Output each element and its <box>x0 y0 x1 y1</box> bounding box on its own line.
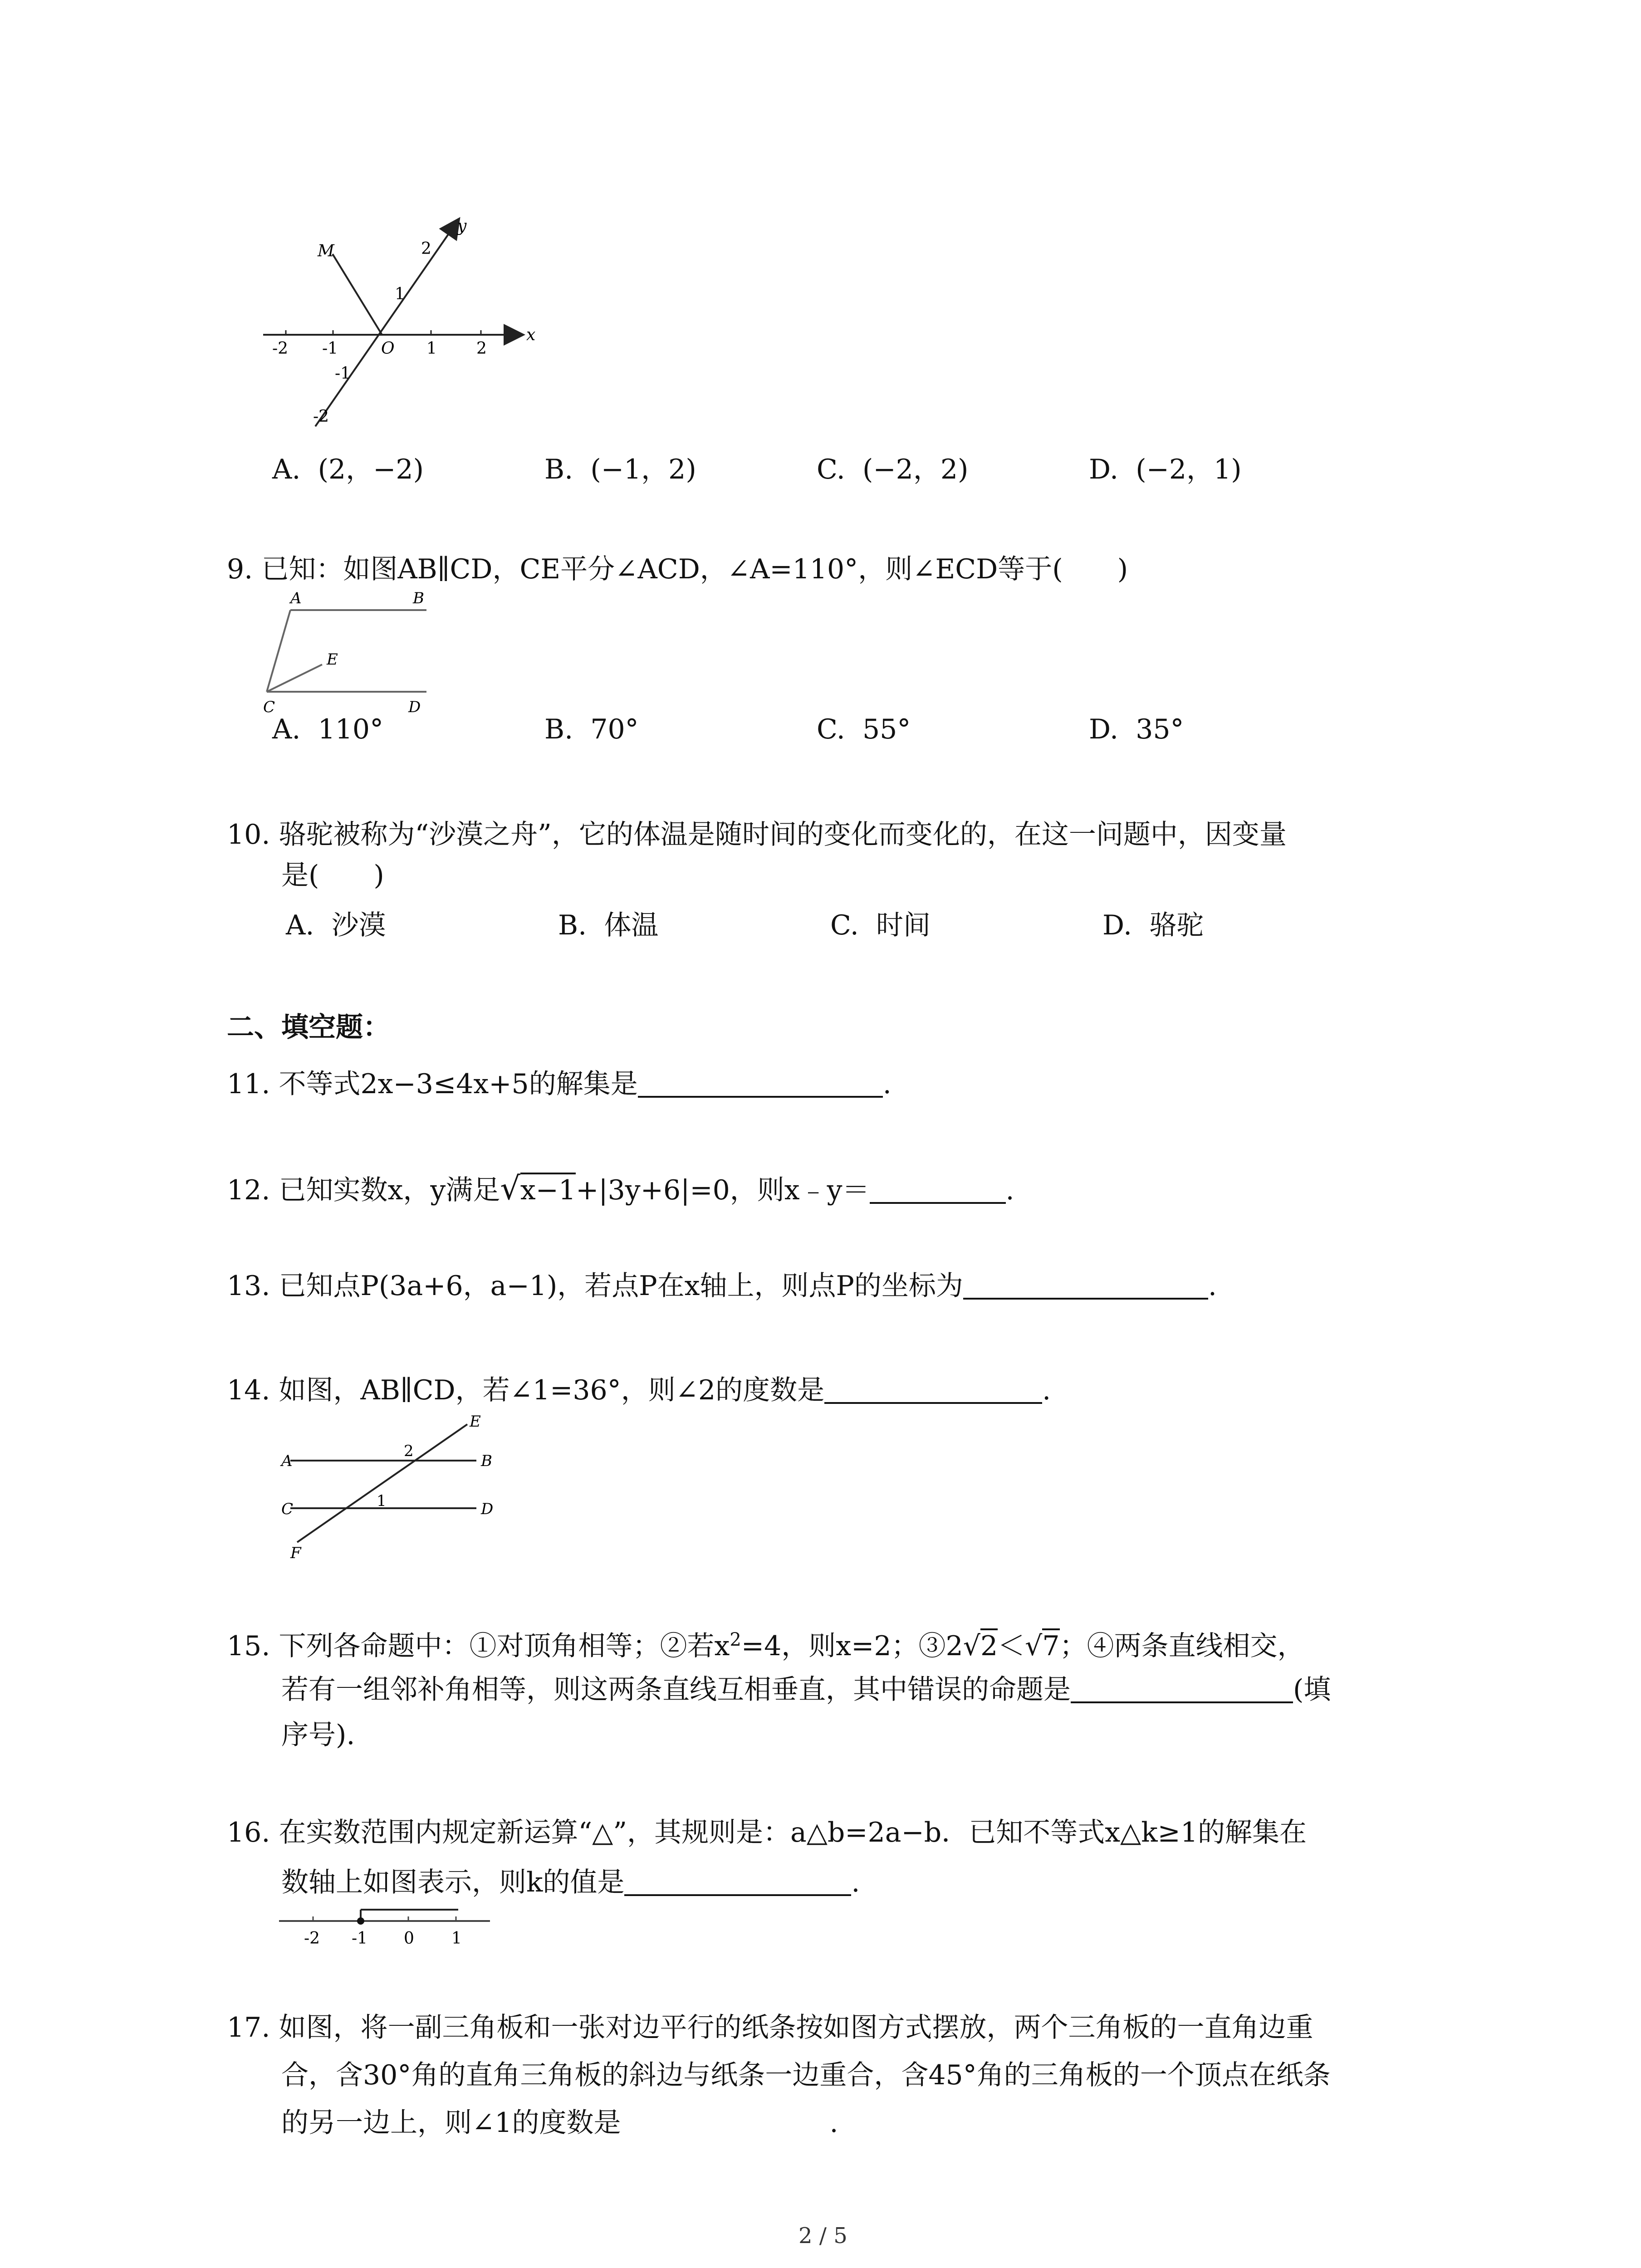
point-m-label: M <box>318 242 334 260</box>
axis-tick: -2 <box>304 1929 320 1948</box>
point-c-label: C <box>263 698 275 716</box>
q10-option-c[interactable]: C. 时间 <box>830 909 931 941</box>
q10-stem-line2: 是( ) <box>281 860 384 891</box>
y-axis-label: y <box>457 217 467 235</box>
q10-option-b[interactable]: B. 体温 <box>558 909 659 941</box>
sqrt-symbol: √ <box>963 1630 980 1662</box>
point-b-label: B <box>413 590 424 607</box>
page-number: 2 / 5 <box>798 2223 847 2248</box>
point-b-label: B <box>481 1452 492 1470</box>
x-tick: -2 <box>272 339 289 358</box>
question-number: 11. <box>227 1068 270 1100</box>
q15-line3: 序号). <box>281 1719 355 1751</box>
axis-tick: -1 <box>352 1929 368 1948</box>
q10-stem-line1: 10. 骆驼被称为“沙漠之舟”，它的体温是随时间的变化而变化的，在这一问题中，因变量 <box>227 819 1287 850</box>
q8-option-a[interactable]: A. (2，−2) <box>272 454 424 485</box>
q8-option-b[interactable]: B. (−1，2) <box>544 454 696 485</box>
origin-label: O <box>381 339 395 358</box>
y-tick: -1 <box>335 364 351 383</box>
answer-blank[interactable] <box>624 1869 851 1896</box>
point-d-label: D <box>408 698 421 716</box>
point-e-label: E <box>327 650 338 669</box>
point-d-label: D <box>481 1500 494 1518</box>
q11: 11. 不等式2x−3≤4x+5的解集是 . <box>227 1068 892 1100</box>
point-a-label: A <box>290 590 302 607</box>
q16-number-line <box>277 1905 495 1955</box>
q9-option-b[interactable]: B. 70° <box>544 714 639 745</box>
q9-stem: 9. 已知：如图AB∥CD，CE平分∠ACD，∠A=110°，则∠ECD等于( ) <box>227 553 1128 585</box>
point-e-label: E <box>470 1413 481 1431</box>
q15-line2: 若有一组邻补角相等，则这两条直线互相垂直，其中错误的命题是 (填 <box>281 1674 1331 1706</box>
x-tick: -1 <box>322 339 338 358</box>
section-title: 二、填空题： <box>227 1012 390 1043</box>
question-number: 17. <box>227 2012 270 2043</box>
angle-1-label: 1 <box>377 1492 387 1510</box>
q13: 13. 已知点P(3a+6，a−1)，若点P在x轴上，则点P的坐标为 . <box>227 1270 1217 1302</box>
y-tick: 2 <box>421 240 431 258</box>
q9-option-a[interactable]: A. 110° <box>272 714 384 745</box>
axis-tick: 1 <box>451 1929 462 1948</box>
q8-coordinate-figure <box>254 209 544 445</box>
y-tick: 1 <box>395 285 405 303</box>
radicand: x−1 <box>520 1173 576 1206</box>
question-number: 10. <box>227 819 270 850</box>
q17-line3: 的另一边上，则∠1的度数是 . <box>281 2107 838 2139</box>
x-tick: 1 <box>426 339 437 358</box>
q17-line2: 合，含30°角的直角三角板的斜边与纸条一边重合，含45°角的三角板的一个顶点在纸条 <box>281 2059 1331 2091</box>
sqrt-symbol: √ <box>1025 1630 1043 1662</box>
answer-blank[interactable] <box>963 1272 1208 1300</box>
q16-line2: 数轴上如图表示，则k的值是 . <box>281 1867 860 1898</box>
x-tick: 2 <box>476 339 487 358</box>
q15-line1: 15. 下列各命题中：①对顶角相等；②若$x^2=4$，则x=2；③2√2＜√7；④两条直线相交， <box>227 1629 1305 1662</box>
answer-blank[interactable] <box>824 1377 1042 1404</box>
q14: 14. 如图，AB∥CD，若∠1=36°，则∠2的度数是 . <box>227 1374 1051 1406</box>
question-number: 13. <box>227 1270 270 1302</box>
point-c-label: C <box>281 1500 294 1518</box>
question-number: 12. <box>227 1174 270 1206</box>
q17-line1: 17. 如图，将一副三角板和一张对边平行的纸条按如图方式摆放，两个三角板的一直角边重 <box>227 2012 1313 2043</box>
q10-option-d[interactable]: D. 骆驼 <box>1102 909 1204 941</box>
answer-blank[interactable] <box>1071 1676 1293 1703</box>
q9-parallel-figure <box>254 590 445 721</box>
answer-blank[interactable] <box>638 1070 883 1098</box>
q12: 12. 已知实数x，y满足√x−1+|3y+6|=0，则x﹣y＝ . <box>227 1170 1014 1207</box>
question-number: 14. <box>227 1374 270 1406</box>
q9-option-d[interactable]: D. 35° <box>1089 714 1184 745</box>
q8-option-c[interactable]: C. (−2，2) <box>817 454 969 485</box>
question-number: 9. <box>227 553 253 585</box>
angle-2-label: 2 <box>404 1442 414 1460</box>
solid-dot <box>357 1917 364 1925</box>
question-number: 16. <box>227 1817 270 1848</box>
q8-option-d[interactable]: D. (−2，1) <box>1089 454 1242 485</box>
point-a-label: A <box>281 1452 293 1470</box>
y-tick: -2 <box>313 407 329 426</box>
axis-tick: 0 <box>404 1929 414 1948</box>
q16-line1: 16. 在实数范围内规定新运算“△”，其规则是：a△b=2a−b．已知不等式x△k≥1的解集在 <box>227 1817 1307 1848</box>
x-axis-label: x <box>526 326 536 344</box>
answer-blank[interactable] <box>870 1177 1006 1204</box>
q9-option-c[interactable]: C. 55° <box>817 714 911 745</box>
point-f-label: F <box>290 1544 301 1560</box>
question-number: 15. <box>227 1630 270 1662</box>
q14-transversal-figure <box>272 1411 526 1560</box>
sqrt-symbol: √ <box>500 1170 520 1207</box>
q10-option-a[interactable]: A. 沙漠 <box>286 909 386 941</box>
